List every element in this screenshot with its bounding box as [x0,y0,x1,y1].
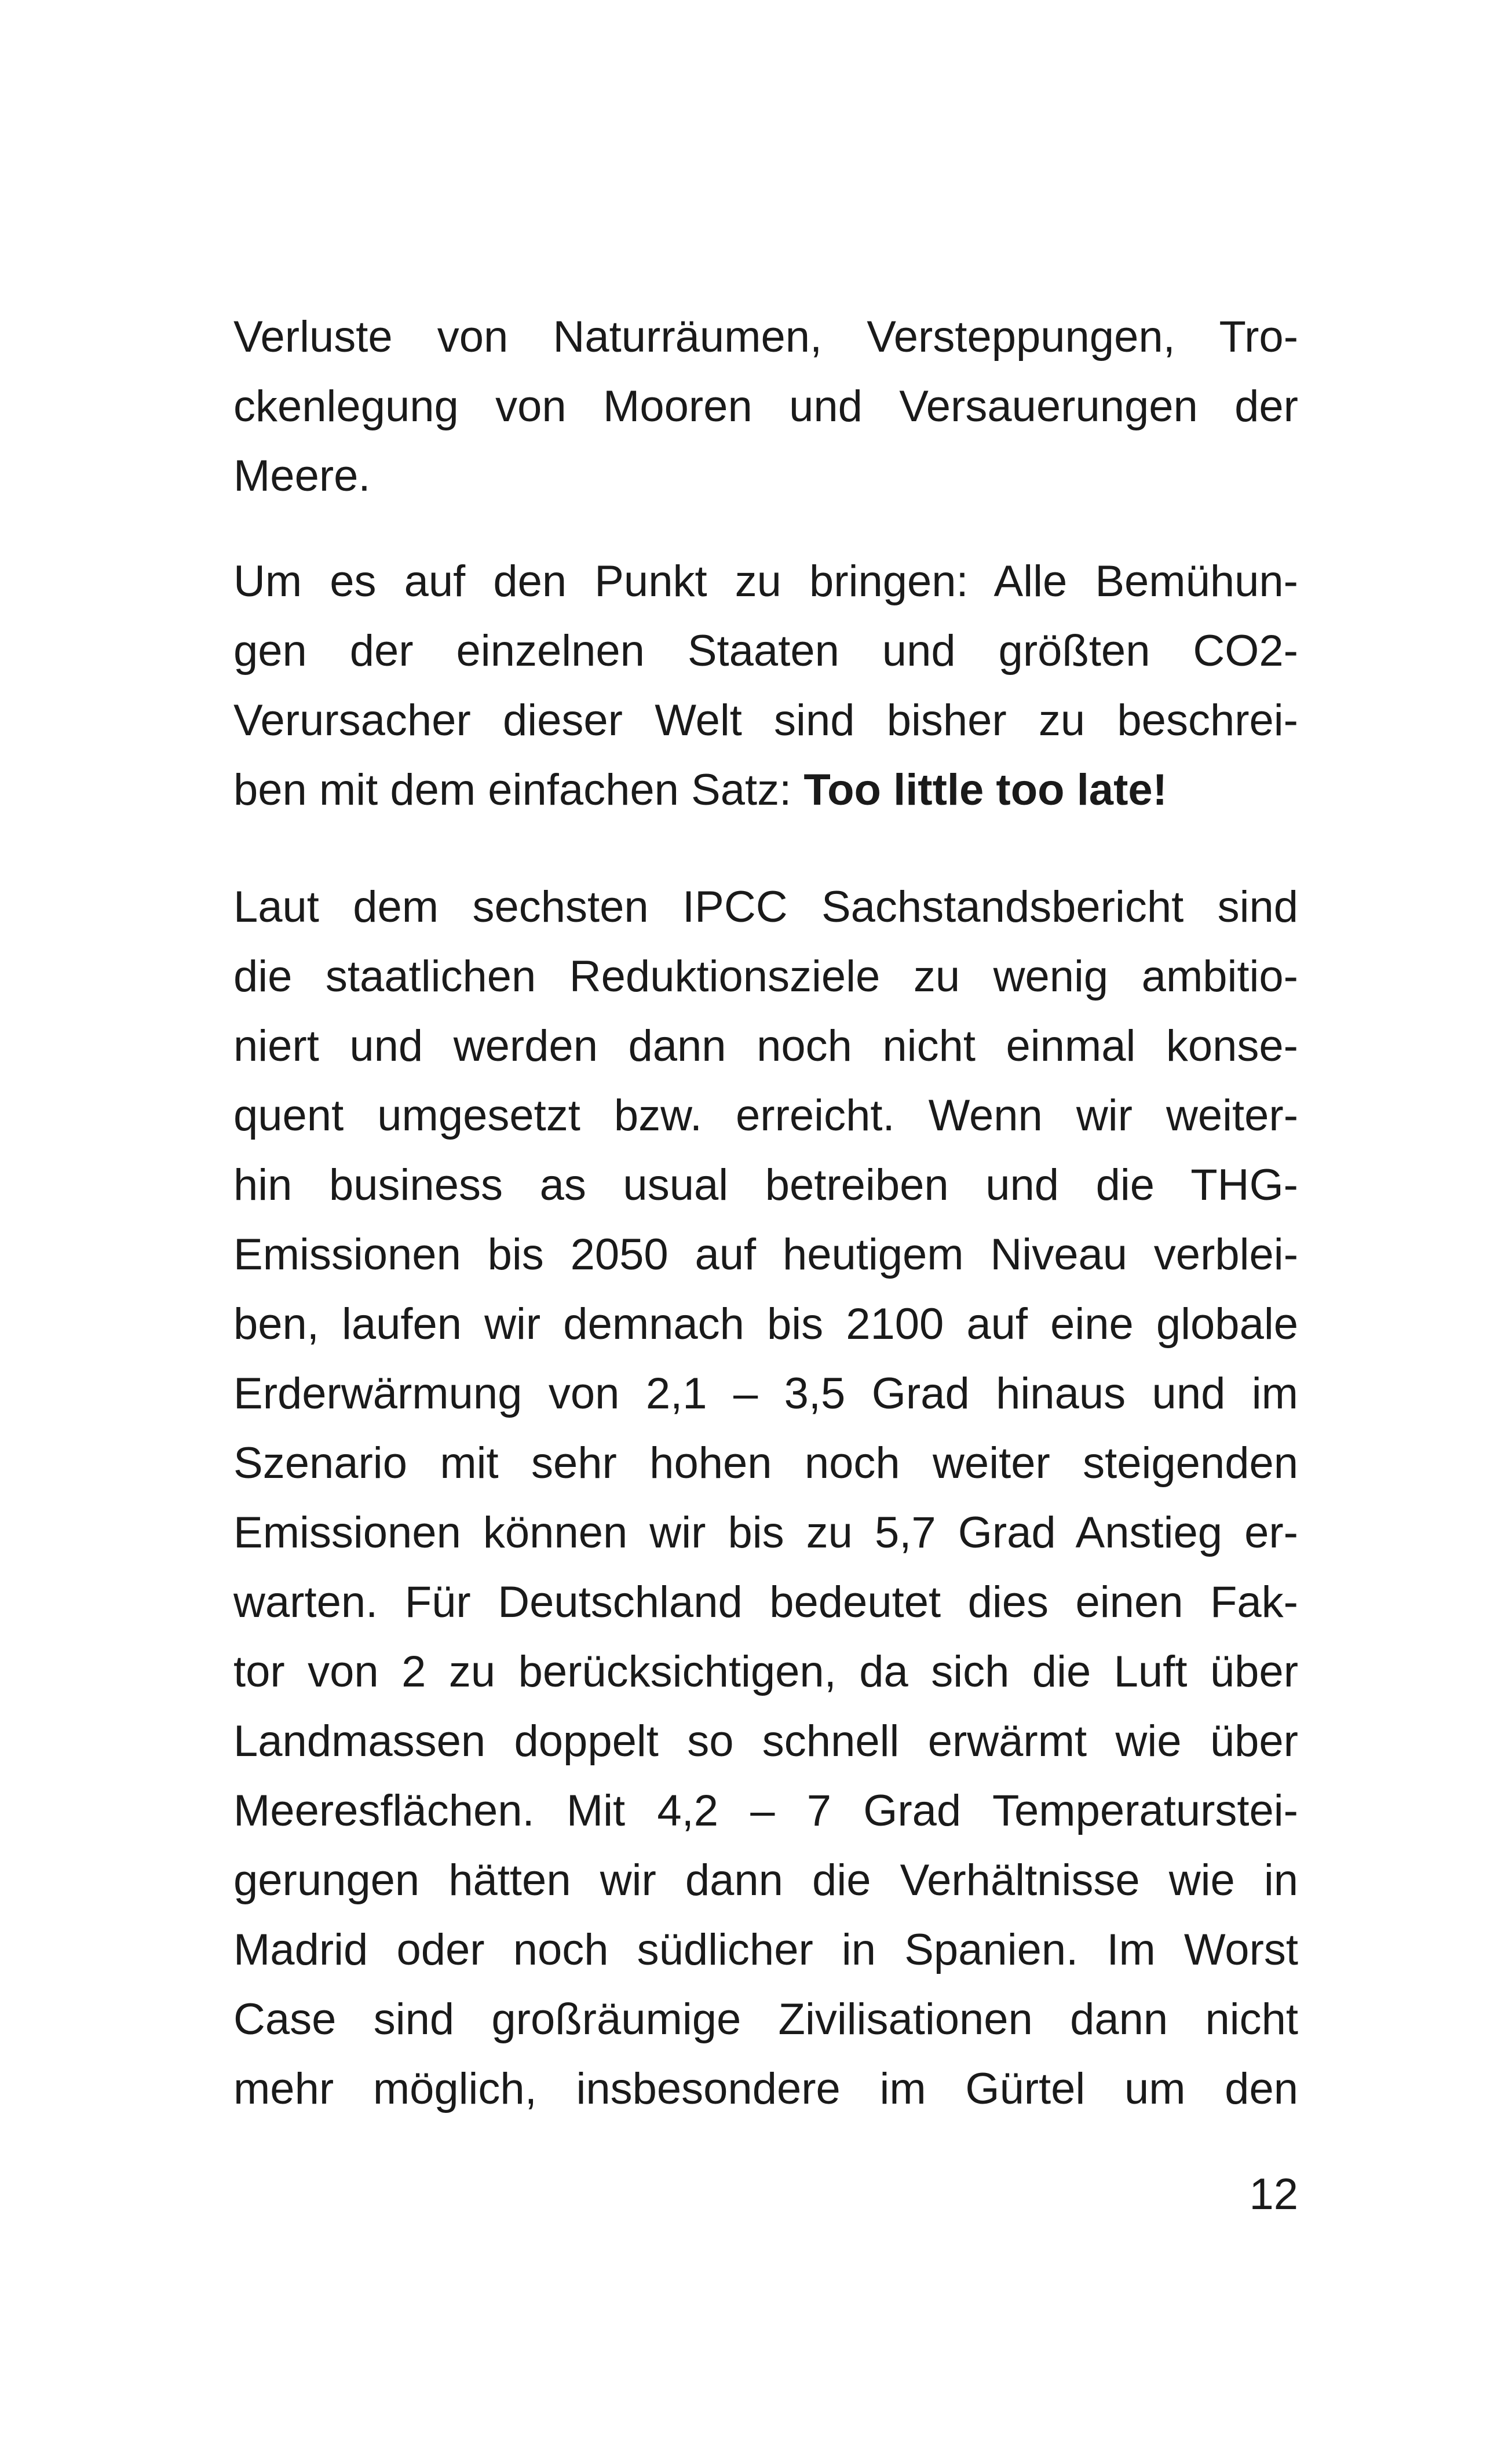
paragraph-1 [233,302,1298,511]
text-line: die staatlichen Reduktionsziele zu wenig ambitio- [233,952,1298,1001]
text-line: Emissionen können wir bis zu 5,7 Grad Anstieg er- [233,1508,1298,1557]
paragraph-2 [233,547,1298,825]
text-line: Meere. [233,451,371,501]
text-line: ckenlegung von Mooren und Versauerungen der [233,382,1298,431]
text-line: tor von 2 zu berücksichtigen, da sich die Luft über [233,1647,1298,1696]
text-line: quent umgesetzt bzw. erreicht. Wenn wir weiter- [233,1091,1298,1140]
text-line: ben, laufen wir demnach bis 2100 auf eine globale [233,1299,1298,1349]
text-line: warten. Für Deutschland bedeutet dies einen Fak- [233,1578,1298,1627]
text-line: gerungen hätten wir dann die Verhältnisse wie in [233,1856,1298,1905]
text-line: Laut dem sechsten IPCC Sachstandsbericht sind [233,882,1298,932]
page-number: 12 [1249,2170,1298,2219]
text-line: Verursacher dieser Welt sind bisher zu beschrei- [233,696,1298,745]
text-line: Um es auf den Punkt zu bringen: Alle Bemühun- [233,557,1298,606]
text-line: niert und werden dann noch nicht einmal konse- [233,1021,1298,1071]
text-line: hin business as usual betreiben und die THG- [233,1160,1298,1210]
text-line: mehr möglich, insbesondere im Gürtel um den [233,2064,1298,2113]
text-line-last [233,755,1298,825]
text-line: Case sind großräumige Zivilisationen dann nicht [233,1995,1298,2044]
text-line: Erderwärmung von 2,1 – 3,5 Grad hinaus und im [233,1369,1298,1418]
text-line-prefix: ben mit dem einfachen Satz: [233,765,804,815]
text-line: Meeresflächen. Mit 4,2 – 7 Grad Temperaturstei- [233,1786,1298,1835]
text-line: Landmassen doppelt so schnell erwärmt wie über [233,1717,1298,1766]
text-line: gen der einzelnen Staaten und größten CO2- [233,626,1298,676]
text-line: Szenario mit sehr hohen noch weiter steigenden [233,1439,1298,1488]
text-line: Verluste von Naturräumen, Versteppungen, Tro- [233,312,1298,362]
paragraph-3 [233,873,1298,2124]
text-line: Emissionen bis 2050 auf heutigem Niveau verblei- [233,1230,1298,1279]
text-line: Madrid oder noch südlicher in Spanien. Im Worst [233,1925,1298,1974]
emphasis-phrase: Too little too late! [803,765,1167,815]
